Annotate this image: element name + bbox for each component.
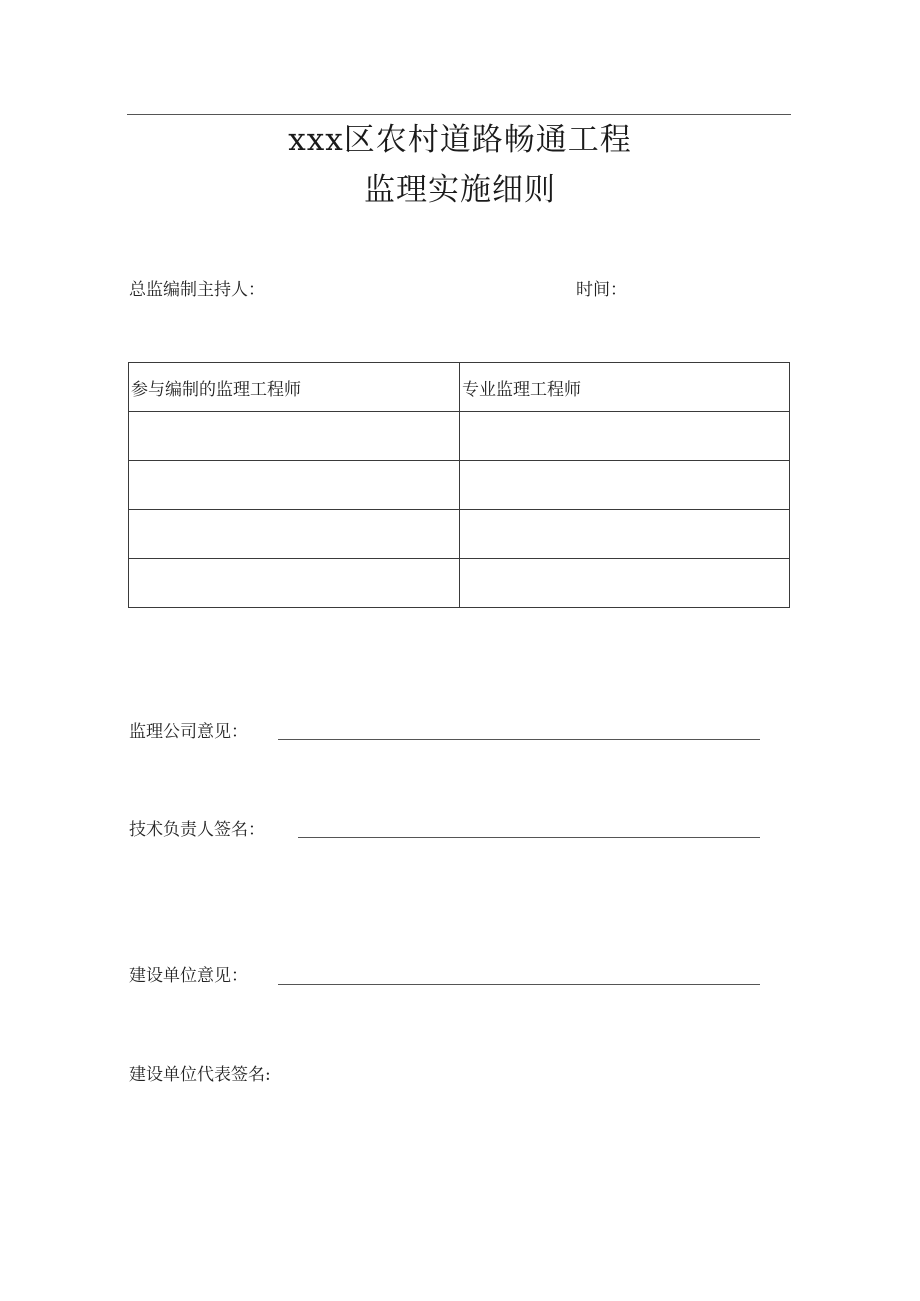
supervision-company-opinion-line[interactable] [278,739,760,740]
construction-unit-opinion-line[interactable] [278,984,760,985]
header-participating-engineers: 参与编制的监理工程师 [129,363,460,412]
table-cell[interactable] [129,461,460,510]
table-cell[interactable] [129,510,460,559]
construction-unit-rep-signature-label: 建设单位代表签名: [129,1065,271,1085]
table-cell[interactable] [129,412,460,461]
header-specialty-engineers: 专业监理工程师 [460,363,790,412]
supervision-company-opinion-label: 监理公司意见： [129,722,248,742]
document-subtitle: 监理实施细则 [364,172,556,208]
table-row [129,559,790,608]
construction-unit-opinion-label: 建设单位意见： [129,966,248,986]
table-header-row [129,363,790,412]
document-title: xxx区农村道路畅通工程 [288,122,632,158]
table-cell[interactable] [460,412,790,461]
technical-lead-signature-line[interactable] [298,837,760,838]
table-row [129,461,790,510]
table-cell[interactable] [460,461,790,510]
top-rule [127,114,791,115]
time-label: 时间： [576,280,627,300]
table-cell[interactable] [129,559,460,608]
table-row [129,412,790,461]
table-row [129,510,790,559]
engineer-table [128,362,790,608]
chief-supervisor-label: 总监编制主持人： [129,280,265,300]
technical-lead-signature-label: 技术负责人签名： [129,820,265,840]
table-cell[interactable] [460,510,790,559]
table-cell[interactable] [460,559,790,608]
